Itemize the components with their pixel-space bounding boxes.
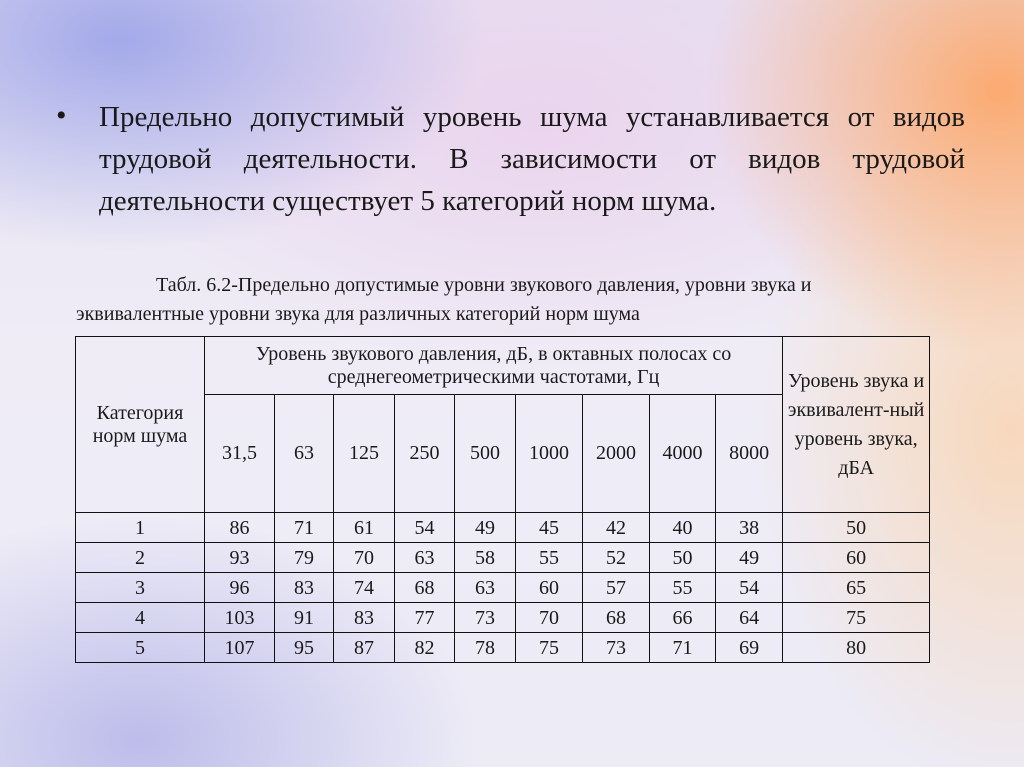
frequency-header-cell: 31,5 <box>205 395 275 513</box>
bullet-icon: • <box>56 99 67 132</box>
table-cell: 54 <box>395 513 455 543</box>
table-cell: 83 <box>334 603 395 633</box>
table-cell: 83 <box>275 573 334 603</box>
category-cell: 1 <box>76 513 205 543</box>
table-cell: 73 <box>583 633 650 663</box>
table-cell: 74 <box>334 573 395 603</box>
table-cell: 73 <box>455 603 516 633</box>
table-cell: 42 <box>583 513 650 543</box>
table-cell: 55 <box>650 573 716 603</box>
frequency-header-cell: 2000 <box>583 395 650 513</box>
frequency-header-cell: 8000 <box>716 395 783 513</box>
table-cell: 75 <box>516 633 583 663</box>
table-row <box>76 513 930 543</box>
frequency-header-cell: 125 <box>334 395 395 513</box>
header-sound-pressure: Уровень звукового давления, дБ, в октавных полосах со среднегеометрическими частотами, Гц <box>205 337 783 395</box>
table-cell: 95 <box>275 633 334 663</box>
table-cell: 49 <box>716 543 783 573</box>
table-cell: 58 <box>455 543 516 573</box>
table-cell: 71 <box>650 633 716 663</box>
table-cell: 49 <box>455 513 516 543</box>
table-cell: 77 <box>395 603 455 633</box>
table-header-row <box>76 337 930 395</box>
table-cell: 96 <box>205 573 275 603</box>
table-cell: 71 <box>275 513 334 543</box>
table-cell: 57 <box>583 573 650 603</box>
table-row <box>76 543 930 573</box>
table-cell: 52 <box>583 543 650 573</box>
table-cell: 91 <box>275 603 334 633</box>
table-cell: 38 <box>716 513 783 543</box>
category-cell: 3 <box>76 573 205 603</box>
table-cell: 50 <box>783 513 930 543</box>
table-cell: 78 <box>455 633 516 663</box>
table-cell: 107 <box>205 633 275 663</box>
table-cell: 64 <box>716 603 783 633</box>
category-cell: 4 <box>76 603 205 633</box>
table-row <box>76 633 930 663</box>
table-cell: 70 <box>334 543 395 573</box>
table-cell: 103 <box>205 603 275 633</box>
frequency-header-cell: 63 <box>275 395 334 513</box>
table-cell: 66 <box>650 603 716 633</box>
bullet-text: Предельно допустимый уровень шума устанавливается от видов трудовой деятельности. В зависимости от видов трудовой деятельности существует 5 категорий норм шума. <box>99 101 965 217</box>
table-cell: 79 <box>275 543 334 573</box>
table-cell: 60 <box>516 573 583 603</box>
table-cell: 68 <box>583 603 650 633</box>
table-cell: 75 <box>783 603 930 633</box>
header-sound-level: Уровень звука и эквивалент-ный уровень звука, дБА <box>783 337 930 513</box>
table-cell: 80 <box>783 633 930 663</box>
table-cell: 55 <box>516 543 583 573</box>
table-body <box>76 513 930 663</box>
frequency-header-cell: 250 <box>395 395 455 513</box>
table-cell: 87 <box>334 633 395 663</box>
table-cell: 45 <box>516 513 583 543</box>
header-category: Категория норм шума <box>76 337 205 513</box>
category-cell: 5 <box>76 633 205 663</box>
table-cell: 63 <box>455 573 516 603</box>
frequency-header-cell: 4000 <box>650 395 716 513</box>
table-cell: 65 <box>783 573 930 603</box>
frequency-header-cell: 500 <box>455 395 516 513</box>
table-cell: 86 <box>205 513 275 543</box>
table-cell: 70 <box>516 603 583 633</box>
table-cell: 61 <box>334 513 395 543</box>
category-cell: 2 <box>76 543 205 573</box>
table-cell: 93 <box>205 543 275 573</box>
table-row <box>76 573 930 603</box>
table-cell: 50 <box>650 543 716 573</box>
table-cell: 82 <box>395 633 455 663</box>
table-cell: 68 <box>395 573 455 603</box>
frequency-header-cell: 1000 <box>516 395 583 513</box>
noise-norms-table <box>75 336 930 663</box>
table-cell: 63 <box>395 543 455 573</box>
table-cell: 69 <box>716 633 783 663</box>
table-caption: Табл. 6.2-Предельно допустимые уровни звукового давления, уровни звука и эквивалентные уровни звука для различных категорий норм шума <box>76 274 812 325</box>
table-row <box>76 603 930 633</box>
table-cell: 60 <box>783 543 930 573</box>
table-cell: 40 <box>650 513 716 543</box>
table-cell: 54 <box>716 573 783 603</box>
